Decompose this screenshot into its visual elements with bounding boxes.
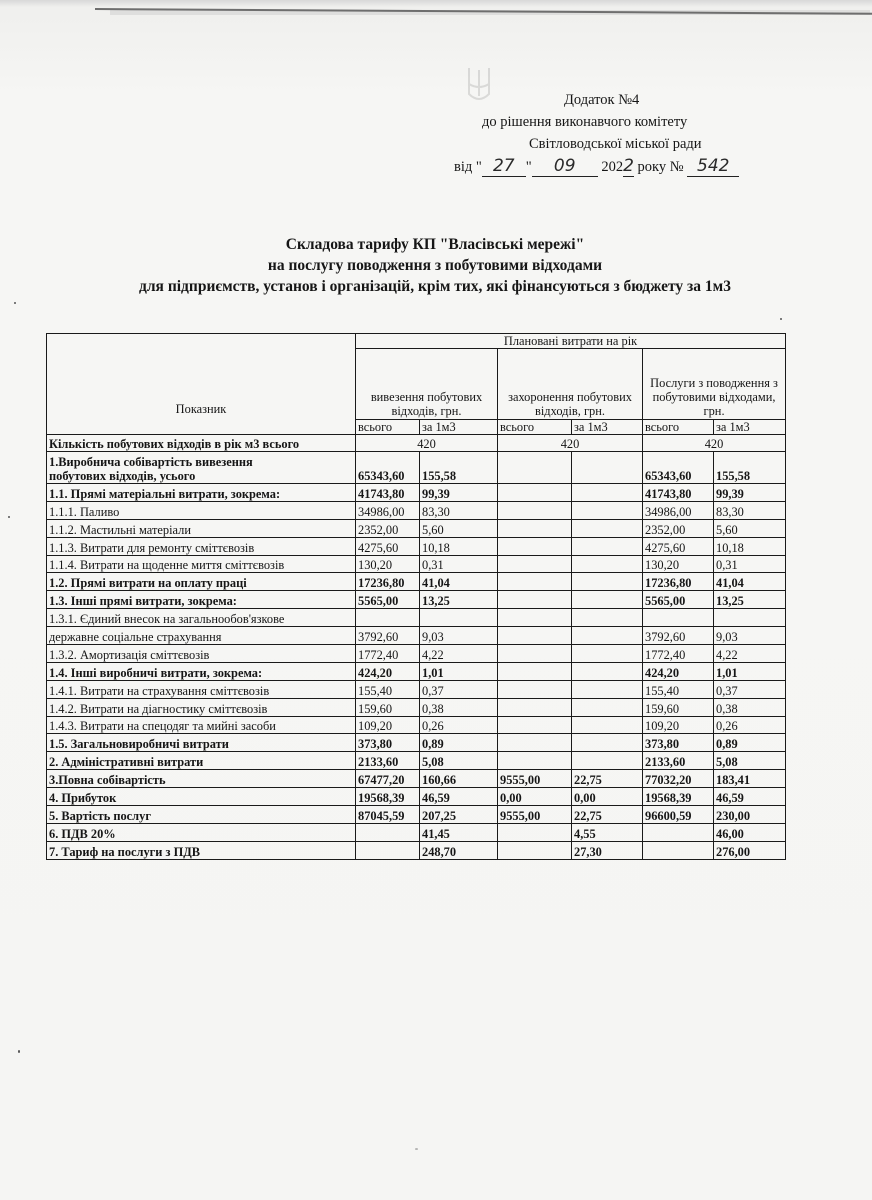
cell-c2: 248,70	[420, 841, 498, 859]
cell-c1: 424,20	[356, 662, 420, 680]
table-row	[47, 627, 786, 645]
cell-c4	[572, 591, 643, 609]
appendix-line-3: Світловодської міської ради	[529, 136, 702, 152]
row-label: 1.3.1. Єдиний внесок на загальнообов'язкове	[47, 609, 356, 627]
cell-c3	[498, 591, 572, 609]
row-label: 1.1.1. Паливо	[47, 501, 356, 519]
table-row	[47, 591, 786, 609]
cell-c2	[420, 609, 498, 627]
decision-number-field	[687, 156, 739, 177]
cell-c4	[572, 484, 643, 502]
table-row	[47, 716, 786, 734]
cell-c1	[356, 841, 420, 859]
cell-c3	[498, 680, 572, 698]
cell-c5: 130,20	[643, 555, 714, 573]
cell-c4: 0,00	[572, 788, 643, 806]
cell-c1: 109,20	[356, 716, 420, 734]
cell-c1	[356, 609, 420, 627]
title-line-3: для підприємств, установ і організацій, крім тих, які фінансуються з бюджету за 1м3	[139, 278, 731, 295]
cell-c6	[714, 609, 786, 627]
row-label: 1.4.2. Витрати на діагностику сміттєвозів	[47, 698, 356, 716]
cell-c5: 109,20	[643, 716, 714, 734]
table-row	[47, 555, 786, 573]
cell-c4	[572, 680, 643, 698]
date-day-field	[482, 156, 526, 177]
sub-header-per-m3-3: за 1м3	[714, 420, 786, 435]
cell-c1: 41743,80	[356, 484, 420, 502]
cell-c2: 46,59	[420, 788, 498, 806]
cell-c1: 19568,39	[356, 788, 420, 806]
cell-c4	[572, 645, 643, 663]
date-year-word: року №	[637, 159, 684, 175]
table-row	[47, 698, 786, 716]
row-label: державне соціальне страхування	[47, 627, 356, 645]
cell-c4: 22,75	[572, 806, 643, 824]
cell-c6: 10,18	[714, 537, 786, 555]
cell-c2: 207,25	[420, 806, 498, 824]
cell-c4	[572, 452, 643, 484]
row-label: 1.1.4. Витрати на щоденне миття сміттєвозів	[47, 555, 356, 573]
cell-c6: 5,60	[714, 519, 786, 537]
cell-c5: 155,40	[643, 680, 714, 698]
cell-c2: 99,39	[420, 484, 498, 502]
cell-c4: 27,30	[572, 841, 643, 859]
cell-c3	[498, 555, 572, 573]
cell-c1: 2133,60	[356, 752, 420, 770]
cell-c3	[498, 841, 572, 859]
row-label: 1.1.2. Мастильні матеріали	[47, 519, 356, 537]
sub-header-total-1: всього	[356, 420, 420, 435]
cell-c3	[498, 627, 572, 645]
cell-c2: 0,31	[420, 555, 498, 573]
cell-c2: 13,25	[420, 591, 498, 609]
table-row	[47, 519, 786, 537]
row-label: 1.1. Прямі матеріальні витрати, зокрема:	[47, 484, 356, 502]
cell-c3	[498, 662, 572, 680]
date-month: 09	[553, 156, 576, 176]
date-prefix: від "	[454, 159, 482, 175]
cell-c1: 34986,00	[356, 501, 420, 519]
header-group-disposal: захоронення побутових відходів, грн.	[498, 349, 643, 420]
appendix-date-line	[454, 156, 739, 177]
cell-c3: 9555,00	[498, 806, 572, 824]
cell-c6: 83,30	[714, 501, 786, 519]
cell-c6: 0,26	[714, 716, 786, 734]
cell-c5: 5565,00	[643, 591, 714, 609]
cell-c1: 159,60	[356, 698, 420, 716]
sub-header-per-m3-1: за 1м3	[420, 420, 498, 435]
quantity-collection: 420	[356, 435, 498, 452]
cell-c5: 19568,39	[643, 788, 714, 806]
document-title	[40, 234, 830, 297]
quantity-services: 420	[643, 435, 786, 452]
cell-c4	[572, 609, 643, 627]
cell-c1: 1772,40	[356, 645, 420, 663]
cell-c5: 41743,80	[643, 484, 714, 502]
cell-c2: 4,22	[420, 645, 498, 663]
scan-speck	[18, 1050, 20, 1053]
cell-c5: 2352,00	[643, 519, 714, 537]
cell-c5: 96600,59	[643, 806, 714, 824]
trident-emblem-bleed	[466, 66, 492, 106]
scan-speck	[780, 318, 782, 320]
date-year-prefix: 202	[601, 159, 624, 175]
cell-c2: 160,66	[420, 770, 498, 788]
tariff-table	[46, 333, 786, 860]
row-label: 1.3.2. Амортизація сміттєвозів	[47, 645, 356, 663]
quantity-label: Кількість побутових відходів в рік м3 всього	[47, 435, 356, 452]
cell-c5: 65343,60	[643, 452, 714, 484]
header-row-planned	[47, 334, 786, 349]
cell-c2: 0,89	[420, 734, 498, 752]
table-row	[47, 573, 786, 591]
cell-c6: 0,89	[714, 734, 786, 752]
cell-c3	[498, 537, 572, 555]
cell-c6: 0,38	[714, 698, 786, 716]
cell-c3	[498, 716, 572, 734]
table-row	[47, 788, 786, 806]
title-line-1: Складова тарифу КП "Власівські мережі"	[285, 236, 585, 253]
row-label-line: побутових відходів, усього	[49, 469, 196, 483]
row-label-line: 1.Виробнича собівартість вивезення	[49, 455, 253, 469]
cell-c3: 9555,00	[498, 770, 572, 788]
quantity-row	[47, 435, 786, 452]
cell-c5: 373,80	[643, 734, 714, 752]
cell-c6: 41,04	[714, 573, 786, 591]
cell-c2: 41,04	[420, 573, 498, 591]
cell-c6: 46,00	[714, 823, 786, 841]
cell-c6: 9,03	[714, 627, 786, 645]
cell-c6: 99,39	[714, 484, 786, 502]
cell-c4	[572, 662, 643, 680]
cell-c5: 34986,00	[643, 501, 714, 519]
cell-c2: 0,37	[420, 680, 498, 698]
cell-c5: 424,20	[643, 662, 714, 680]
title-line-2: на послугу поводження з побутовими відходами	[267, 257, 603, 274]
appendix-line-1: Додаток №4	[564, 92, 640, 108]
cell-c2: 5,08	[420, 752, 498, 770]
cell-c3	[498, 698, 572, 716]
row-label: 1.3. Інші прямі витрати, зокрема:	[47, 591, 356, 609]
table-row	[47, 452, 786, 484]
table-row	[47, 734, 786, 752]
cell-c4	[572, 734, 643, 752]
cell-c1: 87045,59	[356, 806, 420, 824]
cell-c1: 65343,60	[356, 452, 420, 484]
cell-c6: 1,01	[714, 662, 786, 680]
row-label: 6. ПДВ 20%	[47, 823, 356, 841]
quantity-disposal: 420	[498, 435, 643, 452]
row-label: 1.4. Інші виробничі витрати, зокрема:	[47, 662, 356, 680]
cell-c6: 4,22	[714, 645, 786, 663]
table-row	[47, 841, 786, 859]
cell-c2: 1,01	[420, 662, 498, 680]
cell-c2: 41,45	[420, 823, 498, 841]
row-label: 1.1.3. Витрати для ремонту сміттєвозів	[47, 537, 356, 555]
cell-c4: 4,55	[572, 823, 643, 841]
decision-number: 542	[697, 156, 730, 176]
cell-c6: 155,58	[714, 452, 786, 484]
sub-header-total-3: всього	[643, 420, 714, 435]
header-planned-costs: Плановані витрати на рік	[356, 334, 786, 349]
table-row	[47, 662, 786, 680]
row-label: 1.2. Прямі витрати на оплату праці	[47, 573, 356, 591]
table-row	[47, 501, 786, 519]
cell-c4	[572, 501, 643, 519]
scan-speck	[415, 1148, 418, 1150]
cell-c1: 4275,60	[356, 537, 420, 555]
date-month-field	[532, 156, 598, 177]
cell-c4	[572, 698, 643, 716]
cell-c6: 183,41	[714, 770, 786, 788]
cell-c6: 276,00	[714, 841, 786, 859]
table-row	[47, 752, 786, 770]
cell-c3	[498, 823, 572, 841]
scan-speck	[8, 516, 10, 518]
cell-c2: 5,60	[420, 519, 498, 537]
cell-c4	[572, 519, 643, 537]
cell-c1: 373,80	[356, 734, 420, 752]
header-group-collection: вивезення побутових відходів, грн.	[356, 349, 498, 420]
appendix-line-2: до рішення виконавчого комітету	[482, 114, 688, 130]
table-row	[47, 645, 786, 663]
cell-c3	[498, 501, 572, 519]
cell-c5	[643, 841, 714, 859]
cell-c1: 17236,80	[356, 573, 420, 591]
cell-c6: 0,31	[714, 555, 786, 573]
cell-c3	[498, 734, 572, 752]
table-row	[47, 806, 786, 824]
cell-c4: 22,75	[572, 770, 643, 788]
cell-c2: 10,18	[420, 537, 498, 555]
cell-c6: 13,25	[714, 591, 786, 609]
row-label: 1.5. Загальновиробничі витрати	[47, 734, 356, 752]
table-row	[47, 770, 786, 788]
cell-c4	[572, 752, 643, 770]
cell-c5	[643, 823, 714, 841]
cell-c2: 9,03	[420, 627, 498, 645]
scan-edge	[0, 0, 872, 7]
cell-c3	[498, 452, 572, 484]
cell-c4	[572, 627, 643, 645]
cell-c1: 67477,20	[356, 770, 420, 788]
scan-speck	[14, 302, 16, 304]
cell-c4	[572, 573, 643, 591]
row-label: 7. Тариф на послуги з ПДВ	[47, 841, 356, 859]
cell-c5: 77032,20	[643, 770, 714, 788]
cell-c6: 5,08	[714, 752, 786, 770]
cell-c2: 0,38	[420, 698, 498, 716]
cell-c3	[498, 752, 572, 770]
cell-c2: 0,26	[420, 716, 498, 734]
cell-c3	[498, 573, 572, 591]
header-indicator: Показник	[47, 334, 356, 435]
cell-c6: 46,59	[714, 788, 786, 806]
cell-c1: 130,20	[356, 555, 420, 573]
cell-c5: 4275,60	[643, 537, 714, 555]
cell-c1: 5565,00	[356, 591, 420, 609]
date-year-suffix: 2	[623, 156, 634, 176]
cell-c5: 17236,80	[643, 573, 714, 591]
cell-c1: 3792,60	[356, 627, 420, 645]
row-label: 2. Адміністративні витрати	[47, 752, 356, 770]
cell-c4	[572, 716, 643, 734]
cell-c3	[498, 484, 572, 502]
cell-c5: 2133,60	[643, 752, 714, 770]
cell-c4	[572, 555, 643, 573]
sub-header-per-m3-2: за 1м3	[572, 420, 643, 435]
row-label: 1.4.3. Витрати на спецодяг та мийні засоби	[47, 716, 356, 734]
row-label	[47, 452, 356, 484]
cell-c4	[572, 537, 643, 555]
cell-c3: 0,00	[498, 788, 572, 806]
table-row	[47, 680, 786, 698]
sub-header-total-2: всього	[498, 420, 572, 435]
table-row	[47, 537, 786, 555]
cell-c5: 3792,60	[643, 627, 714, 645]
cell-c1: 2352,00	[356, 519, 420, 537]
cell-c5: 1772,40	[643, 645, 714, 663]
table-row	[47, 609, 786, 627]
cell-c2: 83,30	[420, 501, 498, 519]
cell-c6: 0,37	[714, 680, 786, 698]
cell-c5: 159,60	[643, 698, 714, 716]
cell-c2: 155,58	[420, 452, 498, 484]
table-row	[47, 823, 786, 841]
cell-c3	[498, 519, 572, 537]
date-day: 27	[492, 156, 515, 176]
row-label: 4. Прибуток	[47, 788, 356, 806]
table-row	[47, 484, 786, 502]
header-group-services: Послуги з поводження з побутовими відходами, грн.	[643, 349, 786, 420]
cell-c1	[356, 823, 420, 841]
cell-c3	[498, 645, 572, 663]
row-label: 5. Вартість послуг	[47, 806, 356, 824]
cell-c6: 230,00	[714, 806, 786, 824]
cell-c1: 155,40	[356, 680, 420, 698]
cell-c5	[643, 609, 714, 627]
date-mid: "	[525, 159, 532, 175]
row-label: 1.4.1. Витрати на страхування сміттєвозів	[47, 680, 356, 698]
cell-c3	[498, 609, 572, 627]
row-label: 3.Повна собівартість	[47, 770, 356, 788]
